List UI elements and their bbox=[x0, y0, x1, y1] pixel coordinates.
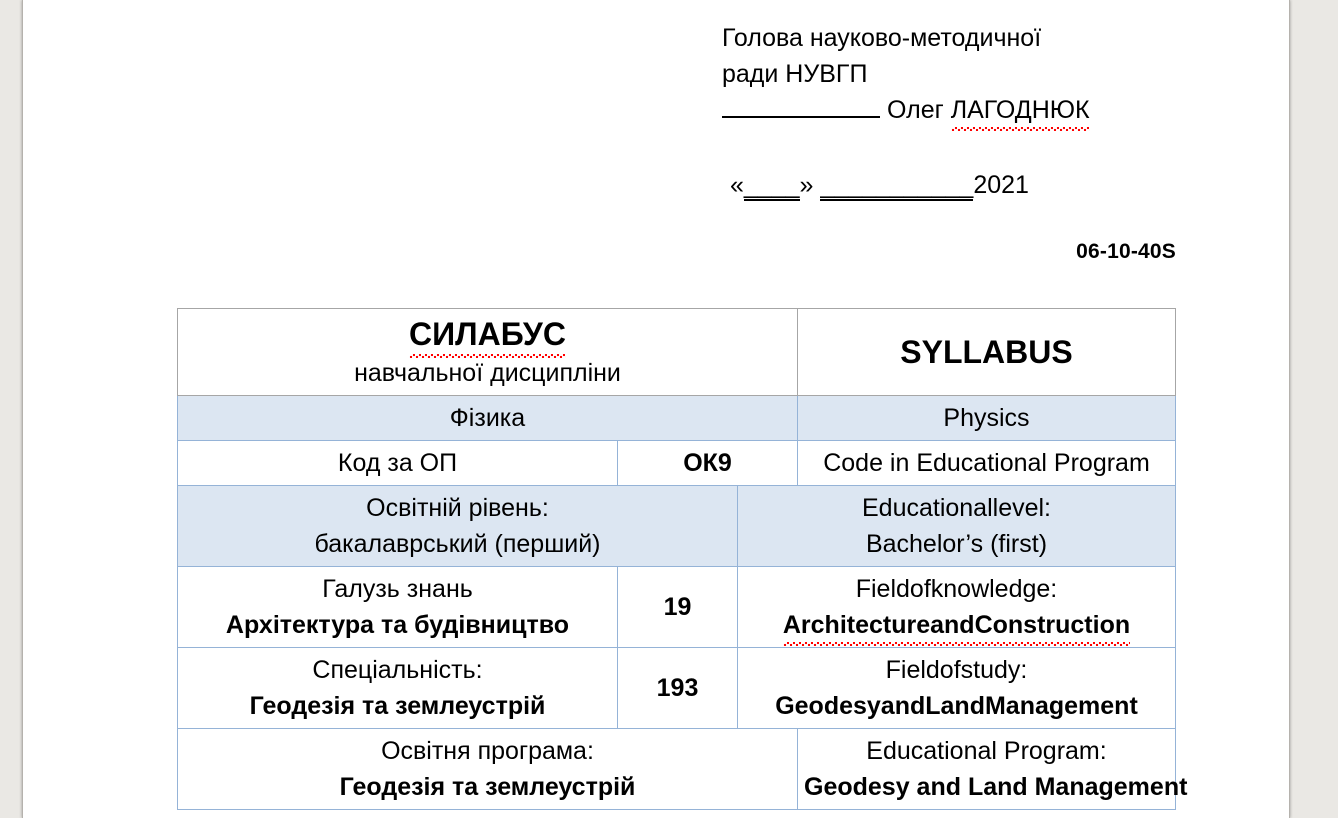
document-page bbox=[22, 0, 1290, 818]
cell-knowledge-ua-line1: Галузь знань bbox=[322, 575, 473, 603]
cell-discipline-en: Physics bbox=[798, 396, 1176, 441]
header-cell-en bbox=[798, 309, 1176, 396]
approval-name-spacer bbox=[944, 96, 951, 124]
cell-speciality-en bbox=[738, 648, 1176, 729]
approver-last-name: ЛАГОДНЮК bbox=[951, 92, 1090, 128]
cell-level-ua bbox=[178, 486, 738, 567]
date-day-blank: ____ bbox=[743, 171, 800, 199]
cell-level-en bbox=[738, 486, 1176, 567]
table-row bbox=[178, 441, 1176, 486]
approval-signature-line bbox=[722, 92, 1192, 128]
approval-line-1: Голова науково-методичної bbox=[722, 24, 1042, 52]
approval-block bbox=[722, 20, 1192, 128]
cell-speciality-en-line2: GeodesyandLandManagement bbox=[775, 692, 1138, 720]
signature-blank bbox=[722, 116, 880, 118]
cell-speciality-en-line1: Fieldofstudy: bbox=[885, 656, 1028, 684]
cell-knowledge-ua-line2: Архітектура та будівництво bbox=[225, 611, 570, 639]
cell-knowledge-en-line2-wrap bbox=[744, 607, 1169, 643]
cell-program-en-line1: Educational Program: bbox=[866, 737, 1107, 765]
cell-knowledge-en-line1: Fieldofknowledge: bbox=[855, 575, 1058, 603]
cell-program-en bbox=[798, 729, 1188, 810]
cell-program-ua-line1: Освітня програма: bbox=[381, 737, 594, 765]
cell-speciality-ua-line2: Геодезія та землеустрій bbox=[249, 692, 546, 720]
document-code: 06-10-40S bbox=[1076, 240, 1176, 263]
date-year: 2021 bbox=[973, 171, 1029, 199]
header-title-ua-wrap bbox=[184, 313, 791, 355]
table-row bbox=[178, 648, 1176, 729]
cell-program-en-line2: Geodesy and Land Management bbox=[804, 773, 1188, 801]
table-row bbox=[178, 396, 1176, 441]
approval-spacer bbox=[880, 96, 887, 124]
header-title-en: SYLLABUS bbox=[900, 334, 1073, 370]
table-header-row bbox=[178, 309, 1176, 396]
header-title-ua: СИЛАБУС bbox=[409, 313, 566, 355]
header-subtitle-ua: навчальної дисципліни bbox=[354, 359, 621, 387]
cell-level-en-line2: Bachelor’s (first) bbox=[865, 530, 1048, 558]
cell-speciality-code: 193 bbox=[618, 648, 738, 729]
cell-level-ua-line1: Освітній рівень: bbox=[366, 494, 549, 522]
cell-code-value: ОК9 bbox=[618, 441, 798, 486]
cell-knowledge-code: 19 bbox=[618, 567, 738, 648]
date-open-quote: « bbox=[730, 171, 744, 199]
approval-line-2: ради НУВГП bbox=[722, 60, 868, 88]
cell-knowledge-en-line2: ArchitectureandConstruction bbox=[783, 607, 1130, 643]
date-month-blank: ___________ bbox=[820, 171, 974, 199]
table-row bbox=[178, 567, 1176, 648]
syllabus-table bbox=[177, 308, 1188, 810]
cell-discipline-ua: Фізика bbox=[178, 396, 798, 441]
date-close-quote: » bbox=[799, 171, 814, 199]
cell-knowledge-ua bbox=[178, 567, 618, 648]
page-edge-left bbox=[22, 0, 23, 818]
page-edge-right bbox=[1289, 0, 1290, 818]
cell-speciality-ua-line1: Спеціальність: bbox=[312, 656, 483, 684]
approver-first-name: Олег bbox=[886, 96, 944, 124]
table-row bbox=[178, 729, 1176, 810]
cell-code-label-ua: Код за ОП bbox=[178, 441, 618, 486]
cell-level-en-line1: Educationallevel: bbox=[861, 494, 1051, 522]
table-row bbox=[178, 486, 1176, 567]
cell-program-ua-line2: Геодезія та землеустрій bbox=[339, 773, 636, 801]
cell-code-label-en: Code in Educational Program bbox=[798, 441, 1176, 486]
approval-date-line bbox=[730, 168, 1029, 202]
cell-level-ua-line2: бакалаврський (перший) bbox=[314, 530, 601, 558]
cell-program-ua bbox=[178, 729, 798, 810]
cell-knowledge-en bbox=[738, 567, 1176, 648]
header-cell-ua bbox=[178, 309, 798, 396]
cell-speciality-ua bbox=[178, 648, 618, 729]
